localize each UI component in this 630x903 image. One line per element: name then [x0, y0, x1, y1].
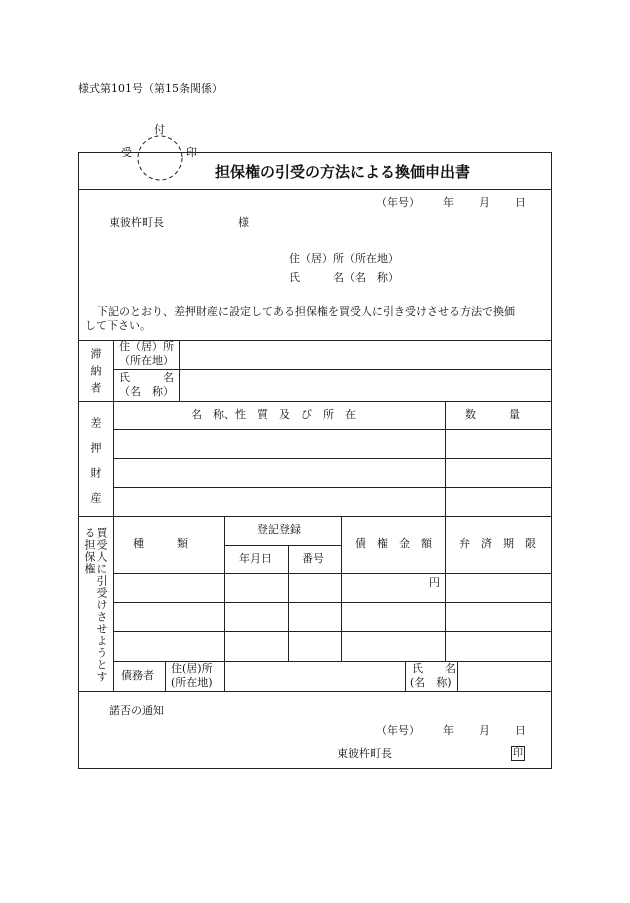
addressee-honorific: 様 — [238, 216, 249, 229]
security-col-registration: 登記登録 — [257, 523, 301, 536]
receipt-label-right: 印 — [186, 146, 197, 159]
security-col-reg-number: 番号 — [302, 552, 324, 565]
notice-issuer: 東彼杵町長 — [337, 747, 392, 760]
addressee-name: 東彼杵町長 — [109, 216, 164, 229]
receipt-label-left: 受 — [121, 146, 132, 159]
security-interest-heading: 買受人に引受けさせようとする担保権 — [83, 527, 108, 683]
seized-col-description: 名 称、性 質 及 び 所 在 — [191, 408, 356, 421]
security-col-due: 弁 済 期 限 — [459, 537, 536, 550]
debtor-name-label-1: 氏 名 — [412, 662, 456, 675]
notice-date-month: 月 — [479, 724, 490, 737]
date-year: 年 — [443, 196, 454, 209]
applicant-name-label: 氏 名（名 称） — [289, 271, 399, 284]
notice-title: 諾否の通知 — [109, 704, 164, 717]
debtor-label: 債務者 — [121, 669, 154, 682]
delinquent-address-label-2: （所在地） — [119, 354, 174, 367]
delinquent-address-label-1: 住（居）所 — [119, 340, 174, 353]
debtor-name-label-2: (名 称) — [410, 676, 452, 689]
delinquent-name-label-2: （名 称） — [119, 385, 174, 398]
application-form — [78, 152, 552, 769]
date-month: 月 — [479, 196, 490, 209]
intro-line-2: して下さい。 — [85, 319, 151, 332]
applicant-address-label: 住（居）所（所在地） — [289, 252, 399, 265]
intro-line-1: 下記のとおり、差押財産に設定してある担保権を買受人に引き受けさせる方法で換価 — [97, 305, 515, 318]
delinquent-heading: 滞納者 — [89, 348, 102, 399]
notice-date-day: 日 — [515, 724, 526, 737]
yen-unit: 円 — [429, 576, 440, 589]
form-title: 担保権の引受の方法による換価申出書 — [215, 163, 471, 181]
delinquent-name-label-1: 氏 名 — [119, 371, 174, 384]
debtor-address-label-1: 住(居)所 — [171, 662, 213, 675]
security-col-type: 種 類 — [133, 537, 188, 550]
official-seal-mark: 印 — [513, 748, 523, 759]
date-day: 日 — [515, 196, 526, 209]
debtor-address-label-2: (所在地) — [171, 676, 213, 689]
seized-property-heading: 差押財産 — [89, 417, 102, 517]
receipt-label-top: 付 — [154, 123, 165, 136]
notice-date-year: 年 — [443, 724, 454, 737]
form-number: 様式第101号（第15条関係） — [78, 82, 223, 95]
security-col-reg-date: 年月日 — [239, 552, 272, 565]
notice-date-era: （年号） — [376, 724, 420, 737]
security-col-amount: 債 権 金 額 — [355, 537, 432, 550]
date-era: （年号） — [376, 196, 420, 209]
seized-col-quantity: 数 量 — [465, 408, 520, 421]
